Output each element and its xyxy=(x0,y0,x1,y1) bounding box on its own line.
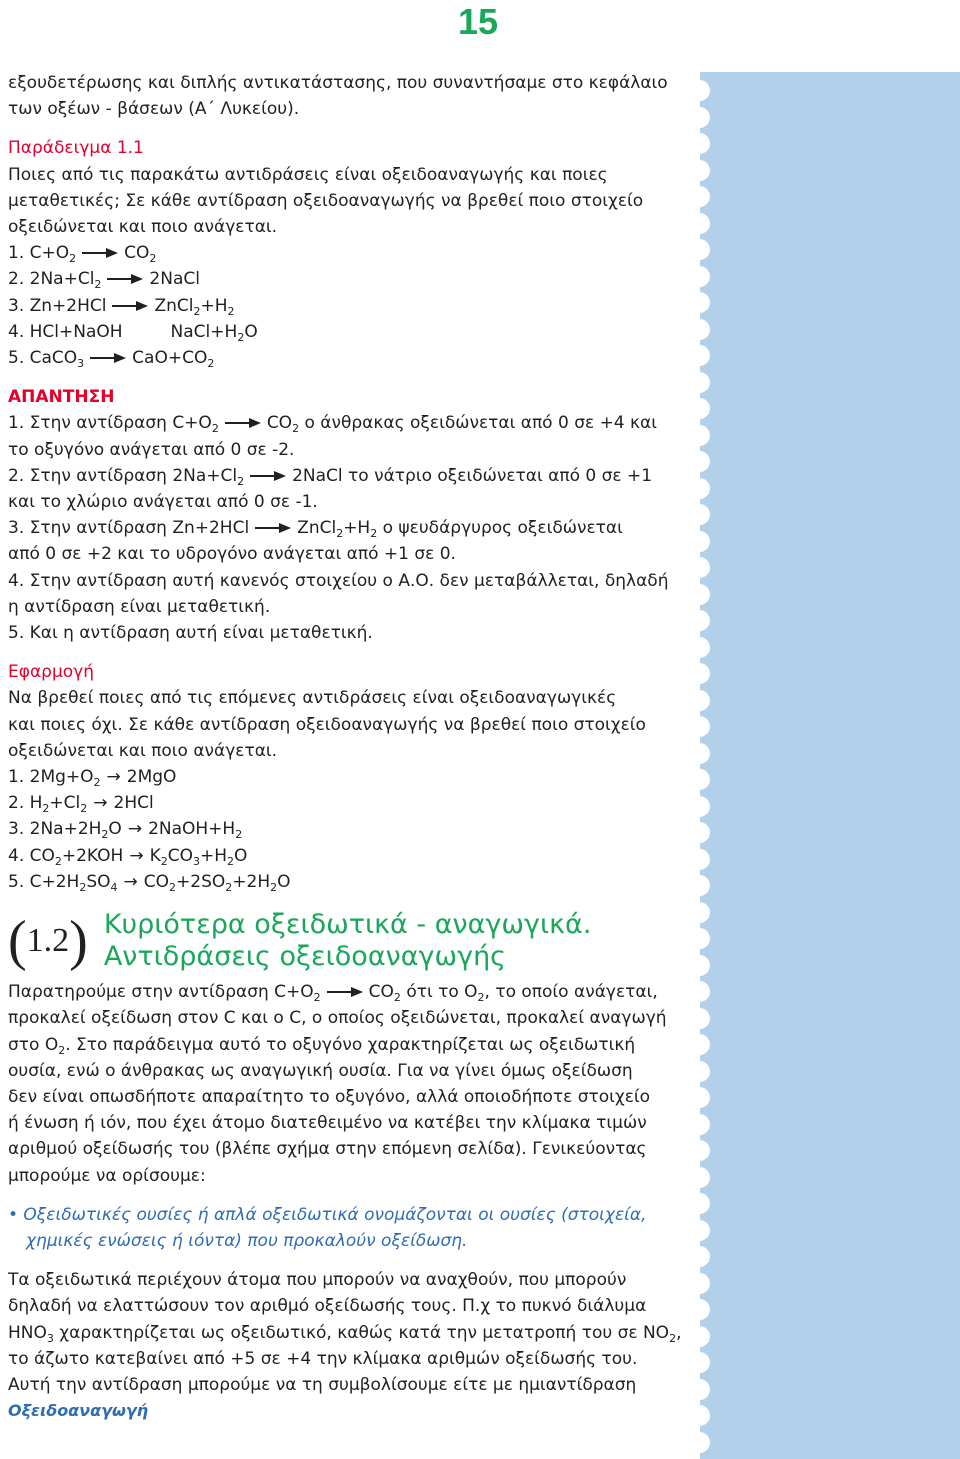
arrow-icon: → xyxy=(106,767,121,788)
binder-hole xyxy=(689,1299,710,1320)
answer-1: 1. Στην αντίδραση $C+O_2$ $CO_2$ ο άνθρακας οξειδώνεται από 0 σε +4 και xyxy=(8,413,658,436)
binder-hole xyxy=(689,743,710,764)
body-line: προκαλεί οξείδωση στον C και ο C, ο οποίος οξειδώνεται, προκαλεί αναγωγή xyxy=(8,1008,667,1029)
answer-2-cont: και το χλώριο ανάγεται από 0 σε -1. xyxy=(8,492,318,513)
reaction-arrow-icon xyxy=(255,523,291,533)
example-text: μεταθετικές; Σε κάθε αντίδραση οξειδοαναγωγής να βρεθεί ποιο στοιχείο xyxy=(8,190,644,211)
application-reaction-1: 1. $2Mg+O_2 \to 2MgO$ xyxy=(8,764,684,790)
page-content xyxy=(8,70,684,1424)
body-line: αριθμού οξείδωσής του (βλέπε σχήμα στην επόμενη σελίδα). Γενικεύοντας xyxy=(8,1139,647,1160)
page-number: 15 xyxy=(457,1,498,42)
body-line: στο $O_2$. Στο παράδειγμα αυτό το οξυγόνο χαρακτηρίζεται ως οξειδωτική xyxy=(8,1034,636,1057)
reaction-arrow-icon xyxy=(112,301,148,311)
application-text: οξειδώνεται και ποιο ανάγεται. xyxy=(8,740,278,761)
section-title: Κυριότερα οξειδωτικά - αναγωγικά. xyxy=(103,909,592,941)
intro-line: εξουδετέρωσης και διπλής αντικατάστασης, που συναντήσαμε στο κεφάλαιο xyxy=(8,73,668,93)
binder-hole xyxy=(689,478,710,499)
binder-hole xyxy=(689,1273,710,1294)
binder-hole xyxy=(689,1405,710,1426)
application-reaction-4: 4. $CO_2+2KOH \to K_2CO_3+H_2O$ xyxy=(8,843,684,869)
binder-hole xyxy=(689,1246,710,1267)
section-number: ( 1.2 ) xyxy=(8,910,88,973)
binder-hole xyxy=(689,1167,710,1188)
body-line: μπορούμε να ορίσουμε: xyxy=(8,1165,206,1186)
binder-hole xyxy=(689,133,710,154)
binder-hole xyxy=(689,160,710,181)
answer-heading: ΑΠΑΝΤΗΣΗ xyxy=(8,387,115,408)
body-line: το άζωτο κατεβαίνει από +5 σε +4 την κλίμακα αριθμών οξείδωσής του. xyxy=(8,1348,638,1369)
reaction-arrow-icon xyxy=(327,987,363,997)
arrow-icon: → xyxy=(93,793,108,814)
body-line: δεν είναι οπωσδήποτε απαραίτητο το οξυγόνο, αλλά οποιοδήποτε στοιχείο xyxy=(8,1086,651,1107)
binder-hole xyxy=(689,690,710,711)
binder-hole xyxy=(689,769,710,790)
reaction-2: 2. $2Na+Cl_2$ 2NaCl xyxy=(8,269,200,292)
example-text: οξειδώνεται και ποιο ανάγεται. xyxy=(8,217,278,238)
binder-hole xyxy=(689,902,710,923)
binder-hole xyxy=(689,1061,710,1082)
margin-strip xyxy=(700,72,960,1459)
binder-hole xyxy=(689,557,710,578)
binder-hole xyxy=(689,716,710,737)
binder-hole xyxy=(689,796,710,817)
definition-bullet: • Οξειδωτικές ουσίες ή απλά οξειδωτικά ονομάζονται οι ουσίες (στοιχεία, xyxy=(8,1204,647,1225)
answer-5: 5. Και η αντίδραση αυτή είναι μεταθετική. xyxy=(8,623,373,644)
application-text: και ποιες όχι. Σε κάθε αντίδραση οξειδοαναγωγής να βρεθεί ποιο στοιχείο xyxy=(8,714,646,735)
answer-4-cont: η αντίδραση είναι μεταθετική. xyxy=(8,596,271,617)
answer-3-cont: από 0 σε +2 και το υδρογόνο ανάγεται από +1 σε 0. xyxy=(8,544,456,565)
binder-hole xyxy=(689,610,710,631)
body-line: Τα οξειδωτικά περιέχουν άτομα που μπορούν να αναχθούν, που μπορούν xyxy=(8,1270,627,1291)
intro-line: των οξέων - βάσεων (Α΄ Λυκείου). xyxy=(8,99,300,120)
body-line: Αυτή την αντίδραση μπορούμε να τη συμβολίσουμε είτε με ημιαντίδραση xyxy=(8,1374,637,1395)
binder-hole xyxy=(689,345,710,366)
application-reaction-5: 5. $C+2H_2SO_4 \to CO_2+2SO_2+2H_2O$ xyxy=(8,869,684,895)
binder-hole xyxy=(689,849,710,870)
arrow-icon: → xyxy=(129,845,144,866)
reaction-arrow-icon xyxy=(250,471,286,481)
body-line: ή ένωση ή ιόν, που έχει άτομο διατεθειμένο να κατέβει την κλίμακα τιμών xyxy=(8,1113,647,1134)
binder-hole xyxy=(689,292,710,313)
application-text: Να βρεθεί ποιες από τις επόμενες αντιδράσεις είναι οξειδοαναγωγικές xyxy=(8,688,617,709)
reaction-arrow-icon xyxy=(82,248,118,258)
body-line: ουσία, ενώ ο άνθρακας ως αναγωγική ουσία. Για να γίνει όμως οξείδωση xyxy=(8,1060,633,1081)
binder-hole xyxy=(689,504,710,525)
body-line: δηλαδή να ελαττώσουν τον αριθμό οξείδωσής τους. Π.χ το πυκνό διάλυμα xyxy=(8,1296,647,1317)
application-reaction-2: 2. $H_2+Cl_2 \to 2HCl$ xyxy=(8,790,684,816)
binder-hole xyxy=(689,928,710,949)
reaction-arrow-icon xyxy=(225,418,261,428)
binder-hole xyxy=(689,637,710,658)
answer-2: 2. Στην αντίδραση $2Na+Cl_2$ 2NaCl το νάτριο οξειδώνεται από 0 σε +1 xyxy=(8,465,653,488)
reaction-3: 3. Zn+2HCl $ZnCl_2+H_2$ xyxy=(8,295,235,318)
binder-hole xyxy=(689,1087,710,1108)
answer-1-cont: το οξυγόνο ανάγεται από 0 σε -2. xyxy=(8,439,295,460)
arrow-icon: → xyxy=(123,871,138,892)
binder-hole xyxy=(689,1193,710,1214)
arrow-icon: → xyxy=(127,819,143,840)
binder-hole xyxy=(689,213,710,234)
binder-hole xyxy=(689,955,710,976)
reaction-arrow-icon xyxy=(90,353,126,363)
binder-hole xyxy=(689,319,710,340)
binder-hole xyxy=(689,266,710,287)
example-text: Ποιες από τις παρακάτω αντιδράσεις είναι οξειδοαναγωγής και ποιες xyxy=(8,164,608,185)
binder-hole xyxy=(689,875,710,896)
reaction-1: 1. $C+O_2$ $CO_2$ xyxy=(8,243,157,266)
binder-hole xyxy=(689,398,710,419)
binder-hole xyxy=(689,372,710,393)
application-reaction-3: 3. $2Na+2H_2O$ → $2NaOH+H_2$ xyxy=(8,816,684,842)
binder-hole xyxy=(689,1326,710,1347)
binder-hole xyxy=(689,451,710,472)
answer-4: 4. Στην αντίδραση αυτή κανενός στοιχείου ο Α.Ο. δεν μεταβάλλεται, δηλαδή xyxy=(8,570,669,591)
binder-hole xyxy=(689,1379,710,1400)
application-heading: Εφαρμογή xyxy=(8,662,95,683)
binder-hole xyxy=(689,822,710,843)
reaction-arrow-icon xyxy=(107,274,143,284)
body-line: $HNO_3$ χαρακτηρίζεται ως οξειδωτικό, καθώς κατά την μετατροπή του σε $NO_2$, xyxy=(8,1322,682,1345)
binder-hole xyxy=(689,663,710,684)
binder-hole xyxy=(689,1432,710,1453)
body-line: Παρατηρούμε στην αντίδραση $C+O_2$ $CO_2$ ότι το $O_2$, το οποίο ανάγεται, xyxy=(8,982,658,1005)
binder-hole xyxy=(689,1352,710,1373)
binder-hole xyxy=(689,80,710,101)
binder-hole xyxy=(689,531,710,552)
binder-hole xyxy=(689,1034,710,1055)
footer-label: Οξειδοαναγωγή xyxy=(8,1401,149,1421)
definition-bullet-cont: χημικές ενώσεις ή ιόντα) που προκαλούν οξείδωση. xyxy=(26,1230,468,1251)
example-heading: Παράδειγμα 1.1 xyxy=(8,138,144,159)
binder-hole xyxy=(689,1114,710,1135)
binder-hole xyxy=(689,584,710,605)
binder-hole xyxy=(689,1140,710,1161)
binder-hole xyxy=(689,425,710,446)
reaction-5: 5. CaCO$_3$ $CaO+CO_2$ xyxy=(8,348,215,371)
binder-hole xyxy=(689,1220,710,1241)
binder-hole xyxy=(689,981,710,1002)
binder-hole xyxy=(689,1008,710,1029)
section-subtitle: Αντιδράσεις οξειδοαναγωγής xyxy=(103,941,507,973)
section-heading xyxy=(8,909,684,973)
reaction-4: 4. HCl+NaOH $NaCl+H_2O$ xyxy=(8,321,258,344)
answer-3: 3. Στην αντίδραση Zn+2HCl $ZnCl_2+H_2$ ο ψευδάργυρος οξειδώνεται xyxy=(8,518,623,541)
binder-hole xyxy=(689,107,710,128)
binder-hole xyxy=(689,186,710,207)
binder-hole xyxy=(689,239,710,260)
